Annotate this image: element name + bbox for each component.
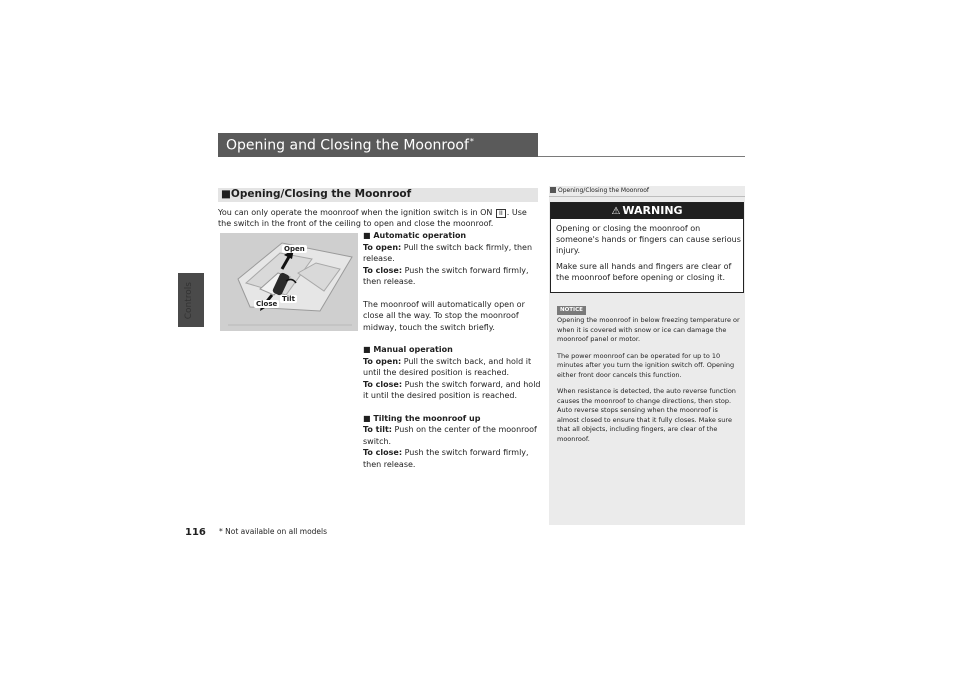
auto-heading: ■ Automatic operation (363, 231, 467, 240)
notes-header: Opening/Closing the Moonroof (549, 186, 745, 196)
manual-heading: ■ Manual operation (363, 345, 453, 354)
chapter-label: Controls (184, 282, 194, 320)
note-timer: The power moonroof can be operated for up to 10 minutes after you turn the ignition switch off. Opening either front door cancels this function. (557, 351, 735, 379)
warning-text: Opening or closing the moonroof on someone's hands or fingers can cause serious injury. Make sure all hands and fingers are clear of the moonroof before opening or closing it. (556, 224, 741, 282)
warning-box (550, 202, 744, 293)
page-title-bar (218, 133, 538, 157)
auto-open: To open: Pull the switch back firmly, then release. (363, 242, 533, 263)
close-label: Close (256, 300, 278, 308)
tilt-heading: ■ Tilting the moonroof up (363, 413, 481, 423)
manual-open: To open: Pull the switch back, and hold it until the desired position is reached. (363, 356, 532, 377)
auto-close: To close: Push the switch forward firmly, then release. (363, 265, 529, 286)
reference-icon (550, 187, 556, 193)
warning-icon: ⚠ (611, 206, 621, 217)
notes-text (557, 316, 741, 451)
notice-badge: NOTICE (557, 306, 586, 315)
note-freezing: Opening the moonroof in below freezing temperature or when it is covered with snow or ice can damage the moonroof panel or motor. (557, 316, 740, 343)
footnote: * Not available on all models (219, 527, 328, 536)
auto-stop-text: The moonroof will automatically open or close all the way. To stop the moonroof midway, touch the switch briefly. (363, 299, 525, 332)
section-heading: ■Opening/Closing the Moonroof (221, 188, 412, 200)
moonroof-switch-diagram (220, 233, 358, 331)
tilt-up: To tilt: Push on the center of the moonroof switch. (363, 425, 537, 446)
notes-header-rule (549, 196, 745, 197)
note-auto-reverse: When resistance is detected, the auto reverse function causes the moonroof to change directions, then stop. Auto reverse stops sensing when the moonroof is almost closed to ensure that it fully closes. Make sure that all objects, including fingers, are clear of the moonroof. (557, 387, 736, 443)
page-number: 116 (185, 527, 206, 538)
operation-instructions (363, 230, 541, 470)
tilt-label: Tilt (282, 295, 295, 303)
manual-close: To close: Push the switch forward, and hold it until the desired position is reached. (363, 379, 541, 400)
open-label: Open (284, 245, 305, 253)
warning-header: ⚠ WARNING (551, 203, 743, 219)
availability-mark: * (469, 137, 474, 146)
tilt-close: To close: Push the switch forward firmly, then release. (363, 448, 529, 469)
page-title: Opening and Closing the Moonroof* (226, 137, 474, 154)
section-heading-bar (218, 188, 538, 202)
intro-paragraph: You can only operate the moonroof when the ignition switch is in ON II . Use the switch in the front of the ceiling to open and close the moonroof. (218, 208, 527, 228)
title-rule (538, 156, 745, 157)
ignition-key-icon: II (496, 209, 506, 218)
